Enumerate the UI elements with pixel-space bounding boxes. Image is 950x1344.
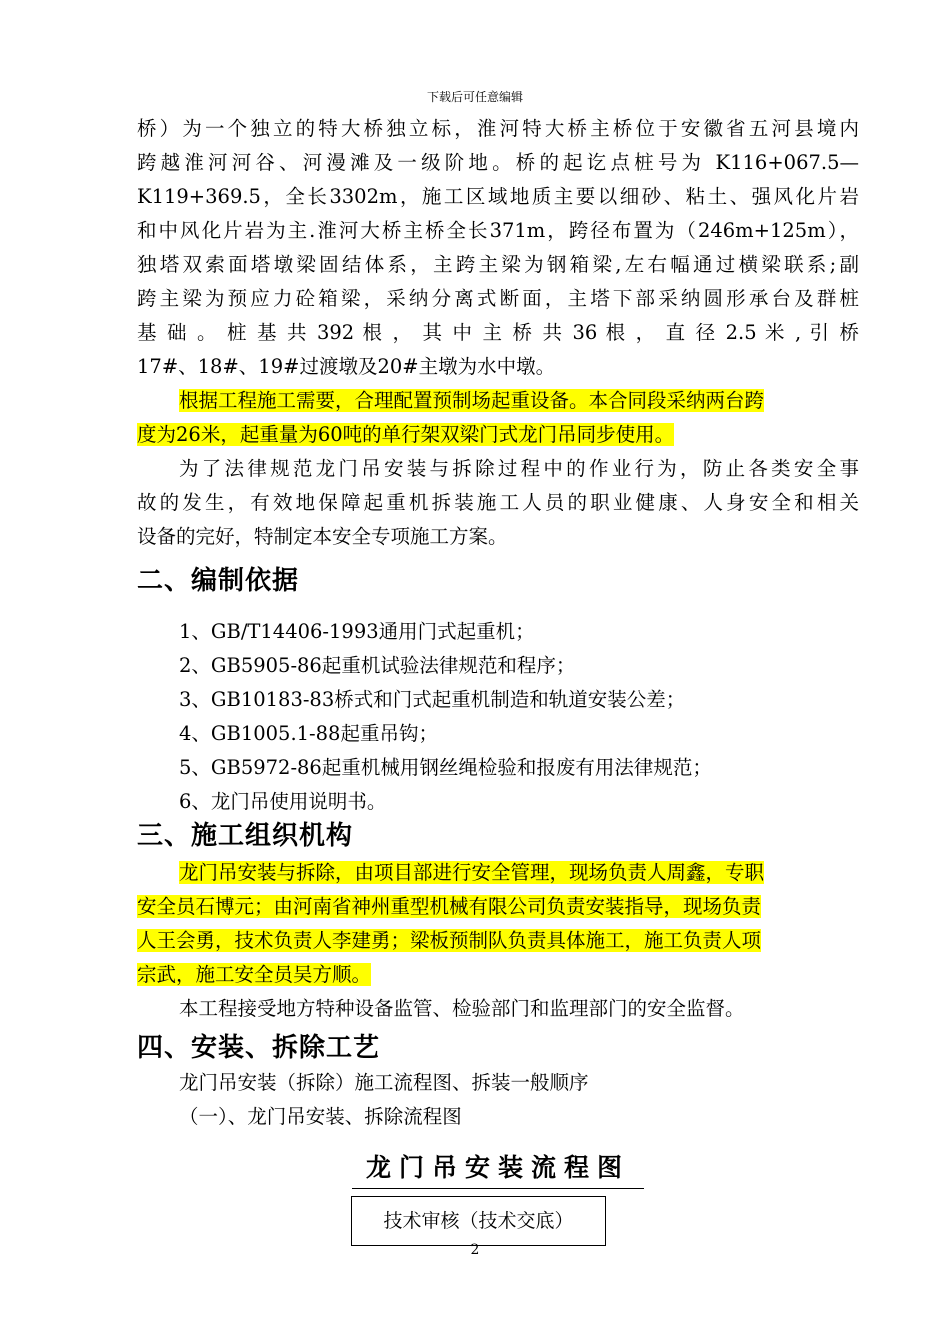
flowchart-step-box: 技术审核（技术交底）	[351, 1196, 606, 1246]
flowchart-caption: （一）、龙门吊安装、拆除流程图	[179, 1105, 462, 1128]
intro-line: 17#、18#、19#过渡墩及20#主墩为水中墩。	[137, 355, 556, 378]
intro-line: 和中风化片岩为主.淮河大桥主桥全长371m，跨径布置为（246m+125m），	[137, 219, 859, 242]
list-item: 1、GB/T14406-1993通用门式起重机；	[179, 620, 535, 643]
intro-line: K119+369.5，全长3302m，施工区域地质主要以细砂、粘土、强风化片岩	[137, 185, 859, 208]
page-number: 2	[470, 1242, 480, 1258]
purpose-line: 故的发生，有效地保障起重机拆装施工人员的职业健康、人身安全和相关	[137, 491, 859, 514]
purpose-line: 为了法律规范龙门吊安装与拆除过程中的作业行为，防止各类安全事	[179, 457, 859, 480]
section-heading-basis: 二、编制依据	[137, 566, 300, 596]
supervision-text: 本工程接受地方特种设备监管、检验部门和监理部门的安全监督。	[179, 997, 745, 1020]
list-item: 6、龙门吊使用说明书。	[179, 790, 387, 813]
intro-line: 跨越淮河河谷、河漫滩及一级阶地。桥的起讫点桩号为 K116+067.5—	[137, 151, 859, 174]
highlight-line: 宗武，施工安全员吴方顺。	[137, 963, 372, 986]
highlight-line: 根据工程施工需要，合理配置预制场起重设备。本合同段采纳两台跨	[179, 389, 765, 412]
highlight-line: 龙门吊安装与拆除，由项目部进行安全管理，现场负责人周鑫，专职	[179, 861, 765, 884]
list-item: 5、GB5972-86起重机械用钢丝绳检验和报废有用法律规范；	[179, 756, 712, 779]
process-intro: 龙门吊安装（拆除）施工流程图、拆装一般顺序	[179, 1071, 589, 1094]
section-heading-organization: 三、施工组织机构	[137, 821, 354, 851]
highlight-line: 安全员石博元；由河南省神州重型机械有限公司负责安装指导，现场负责	[137, 895, 762, 918]
page-header: 下载后可任意编辑	[426, 90, 523, 104]
intro-line: 基 础 。 桩 基 共 392 根 ， 其 中 主 桥 共 36 根 ， 直 径 2.5 米 , 引 桥	[137, 321, 859, 344]
purpose-line: 设备的完好，特制定本安全专项施工方案。	[137, 525, 508, 548]
list-item: 3、GB10183-83桥式和门式起重机制造和轨道安装公差；	[179, 688, 686, 711]
intro-line: 桥）为一个独立的特大桥独立标，淮河特大桥主桥位于安徽省五河县境内	[137, 117, 859, 140]
flowchart-title: 龙门吊安装流程图	[352, 1148, 644, 1189]
list-item: 2、GB5905-86起重机试验法律规范和程序；	[179, 654, 576, 677]
list-item: 4、GB1005.1-88起重吊钩；	[179, 722, 438, 745]
intro-line: 独塔双索面塔墩梁固结体系，主跨主梁为钢箱梁,左右幅通过横梁联系;副	[137, 253, 859, 276]
highlight-line: 度为26米，起重量为60吨的单行架双梁门式龙门吊同步使用。	[137, 423, 675, 446]
highlight-line: 人王会勇，技术负责人李建勇；梁板预制队负责具体施工，施工负责人项	[137, 929, 762, 952]
intro-line: 跨主梁为预应力砼箱梁，采纳分离式断面，主塔下部采纳圆形承台及群桩	[137, 287, 859, 310]
section-heading-process: 四、安装、拆除工艺	[137, 1033, 381, 1063]
